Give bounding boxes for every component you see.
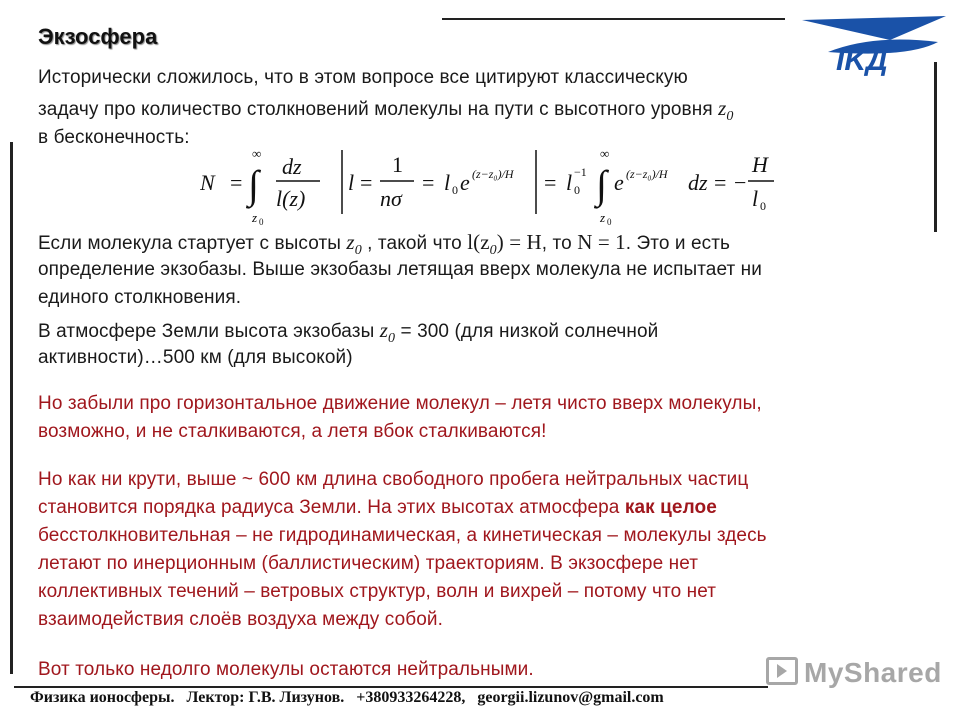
svg-text:l: l [752,186,759,211]
svg-text:=: = [230,170,243,195]
svg-text:H: H [752,152,768,177]
svg-text:nσ: nσ [380,186,402,211]
svg-text:dz: dz [282,154,302,179]
svg-text:=: = [360,170,373,195]
svg-text:∞: ∞ [252,146,262,161]
logo-text: IKД [836,44,888,77]
svg-text:N: N [200,170,215,195]
slideshow-icon [766,657,798,685]
block1-line-1: Если молекула стартует с высоты $z_0$ , такой что $l(z_0) = H$, то N = 1. Это и есть [38,230,731,258]
svg-text:1: 1 [392,152,403,177]
integral-sign: ∫ [248,162,259,207]
block5-line-1: Вот только недолго молекулы остаются нейтральными. [38,659,534,680]
block2-line-1: В атмосфере Земли высота экзобазы $z_0 = 300$ (для низкой солнечной [38,318,659,346]
svg-text:0: 0 [259,217,264,226]
svg-text:−: − [734,170,747,195]
collision-formula [200,146,780,231]
block2-line-2: активности)…500 км (для высокой) [38,347,353,368]
block4-line-2: становится порядка радиуса Земли. На этих высотах атмосфера как целое [38,497,717,518]
svg-text:z: z [252,210,258,225]
page-title: Экзосфера [38,24,158,49]
block1-line-3: единого столкновения. [38,287,242,308]
svg-text:e: e [460,170,470,195]
svg-text:z: z [600,210,606,225]
svg-text:0: 0 [760,199,766,213]
svg-text:l: l [566,170,573,195]
svg-text:l: l [348,170,355,195]
intro-line-1: Исторически сложилось, что в этом вопросе все цитируют классическую [38,67,688,88]
svg-text:dz: dz [688,170,708,195]
watermark: MyShared [766,657,942,689]
block4-line-6: взаимодействия слоёв воздуха между собой. [38,609,443,630]
svg-text:=: = [544,170,557,195]
top-rule [442,18,785,20]
svg-text:(z−z₀)/H: (z−z₀)/H [472,167,514,181]
right-rule [934,62,937,232]
svg-text:∫: ∫ [596,162,607,207]
block3-line-1: Но забыли про горизонтальное движение молекул – летя чисто вверх молекулы, [38,393,762,414]
svg-text:=: = [714,170,727,195]
left-rule [10,142,13,674]
svg-text:e: e [614,170,624,195]
svg-text:l: l [444,170,451,195]
intro-line-2: задачу про количество столкновений молекулы на пути с высотного уровня $z_0$ [38,96,734,124]
svg-text:l(z): l(z) [276,186,306,211]
svg-text:−1: −1 [574,165,587,179]
block4-line-5: коллективных течений – ветровых структур, волн и вихрей – потому что нет [38,581,717,602]
svg-text:(z−z₀)/H: (z−z₀)/H [626,167,668,181]
svg-text:∞: ∞ [600,146,610,161]
block1-line-2: определение экзобазы. Выше экзобазы летящая вверх молекула не испытает ни [38,259,762,280]
intro-line-3: в бесконечность: [38,127,190,148]
svg-text:0: 0 [452,183,458,197]
block4-line-3: бесстолкновительная – не гидродинамическая, а кинетическая – молекулы здесь [38,525,767,546]
block3-line-2: возможно, и не сталкиваются, а летя вбок сталкиваются! [38,421,547,442]
footer-rule [14,686,768,688]
svg-text:0: 0 [574,183,580,197]
svg-text:=: = [422,170,435,195]
svg-text:0: 0 [607,217,612,226]
block4-line-1: Но как ни крути, выше ~ 600 км длина свободного пробега нейтральных частиц [38,469,749,490]
block4-line-4: летают по инерционным (баллистическим) траекториям. В экзосфере нет [38,553,699,574]
ikd-logo [798,14,948,78]
footer: Физика ионосферы. Лектор: Г.В. Лизунов. +380933264228, georgii.lizunov@gmail.com [30,689,664,706]
